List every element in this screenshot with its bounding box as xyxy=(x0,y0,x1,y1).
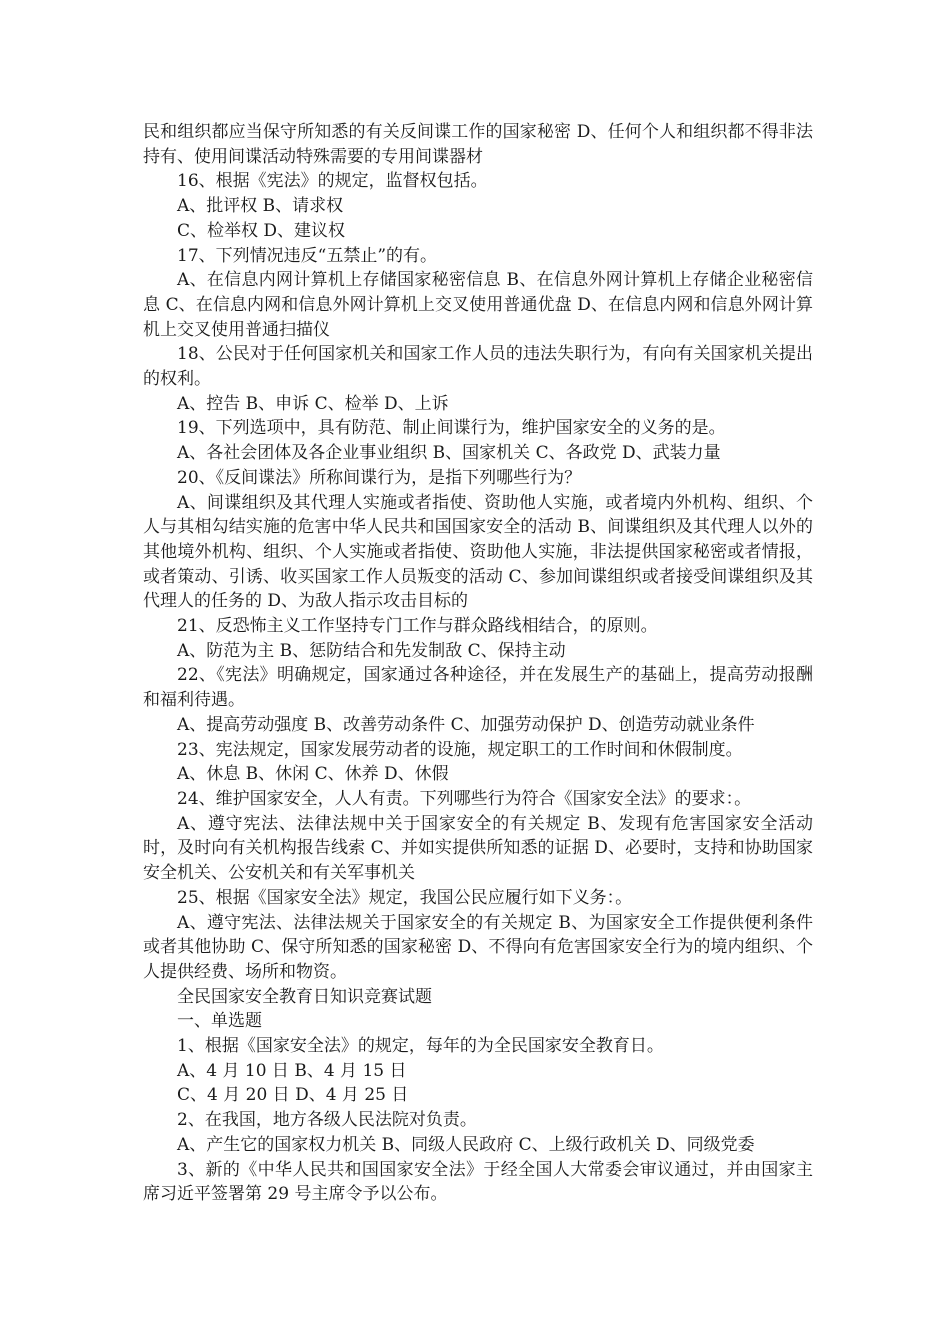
section-title: 全民国家安全教育日知识竞赛试题 xyxy=(177,986,432,1007)
question-17-options: A、在信息内网计算机上存储国家秘密信息 B、在信息外网计算机上存储企业秘密信息 C、在信息内网和信息外网计算机上交叉使用普通优盘 D、在信息内网和信息外网计算机上交叉使用普通扫描仪 xyxy=(143,270,813,340)
question-22: 22、《宪法》明确规定，国家通过各种途径，并在发展生产的基础上，提高劳动报酬和福利待遇。 xyxy=(143,665,813,711)
question-19: 19、下列选项中，具有防范、制止间谍行为，维护国家安全的义务的是。 xyxy=(177,418,726,439)
question-2-options: A、产生它的国家权力机关 B、同级人民政府 C、上级行政机关 D、同级党委 xyxy=(177,1134,755,1155)
section-subtitle: 一、单选题 xyxy=(177,1011,262,1032)
question-17: 17、下列情况违反“五禁止”的有。 xyxy=(177,245,438,266)
question-25-options: A、遵守宪法、法律法规关于国家安全的有关规定 B、为国家安全工作提供便利条件或者其他协助 C、保守所知悉的国家秘密 D、不得向有危害国家安全行为的境内组织、个人提供经费、场所和物资。 xyxy=(143,912,813,982)
question-23: 23、宪法规定，国家发展劳动者的设施，规定职工的工作时间和休假制度。 xyxy=(177,739,743,760)
question-25: 25、根据《国家安全法》规定，我国公民应履行如下义务：。 xyxy=(177,887,633,908)
question-22-options: A、提高劳动强度 B、改善劳动条件 C、加强劳动保护 D、创造劳动就业条件 xyxy=(177,714,755,735)
question-20: 20、《反间谍法》所称间谍行为，是指下列哪些行为？ xyxy=(177,467,582,488)
document-page xyxy=(143,120,813,1207)
question-18: 18、公民对于任何国家机关和国家工作人员的违法失职行为，有向有关国家机关提出的权利。 xyxy=(143,344,813,390)
question-2: 2、在我国，地方各级人民法院对负责。 xyxy=(177,1110,477,1131)
question-19-options: A、各社会团体及各企业事业组织 B、国家机关 C、各政党 D、武装力量 xyxy=(177,443,721,464)
question-1: 1、根据《国家安全法》的规定，每年的为全民国家安全教育日。 xyxy=(177,1036,664,1057)
question-3: 3、新的《中华人民共和国国家安全法》于经全国人大常委会审议通过，并由国家主席习近平签署第 29 号主席令予以公布。 xyxy=(143,1159,813,1205)
question-16: 16、根据《宪法》的规定，监督权包括。 xyxy=(177,171,488,192)
question-21: 21、反恐怖主义工作坚持专门工作与群众路线相结合，的原则。 xyxy=(177,616,658,637)
question-16-options-cd: C、检举权 D、建议权 xyxy=(177,220,346,241)
question-1-options-ab: A、4 月 10 日 B、4 月 15 日 xyxy=(177,1060,407,1081)
paragraph-continuation: 民和组织都应当保守所知悉的有关反间谍工作的国家秘密 D、任何个人和组织都不得非法持有、使用间谍活动特殊需要的专用间谍器材 xyxy=(143,122,813,167)
question-23-options: A、休息 B、休闲 C、休养 D、休假 xyxy=(177,764,449,785)
question-18-options: A、控告 B、申诉 C、检举 D、上诉 xyxy=(177,393,449,414)
question-21-options: A、防范为主 B、惩防结合和先发制敌 C、保持主动 xyxy=(177,640,566,661)
question-1-options-cd: C、4 月 20 日 D、4 月 25 日 xyxy=(177,1085,409,1106)
question-20-options: A、间谍组织及其代理人实施或者指使、资助他人实施，或者境内外机构、组织、个人与其相勾结实施的危害中华人民共和国国家安全的活动 B、间谍组织及其代理人以外的其他境外机构、组织、个人实施或者指使、资助他人实施，非法提供国家秘密或者情报，或者策动、引诱、收买国家工作人员叛变的活动 C、参加间谍组织或者接受间谍组织及其代理人的任务的 D、为敌人指示攻击目标的 xyxy=(143,492,813,612)
question-24: 24、维护国家安全，人人有责。下列哪些行为符合《国家安全法》的要求：。 xyxy=(177,788,752,809)
question-24-options: A、遵守宪法、法律法规中关于国家安全的有关规定 B、发现有危害国家安全活动时，及时向有关机构报告线索 C、并如实提供所知悉的证据 D、必要时，支持和协助国家安全机关、公安机关和有关军事机关 xyxy=(143,813,813,884)
question-16-options-ab: A、批评权 B、请求权 xyxy=(177,196,344,217)
